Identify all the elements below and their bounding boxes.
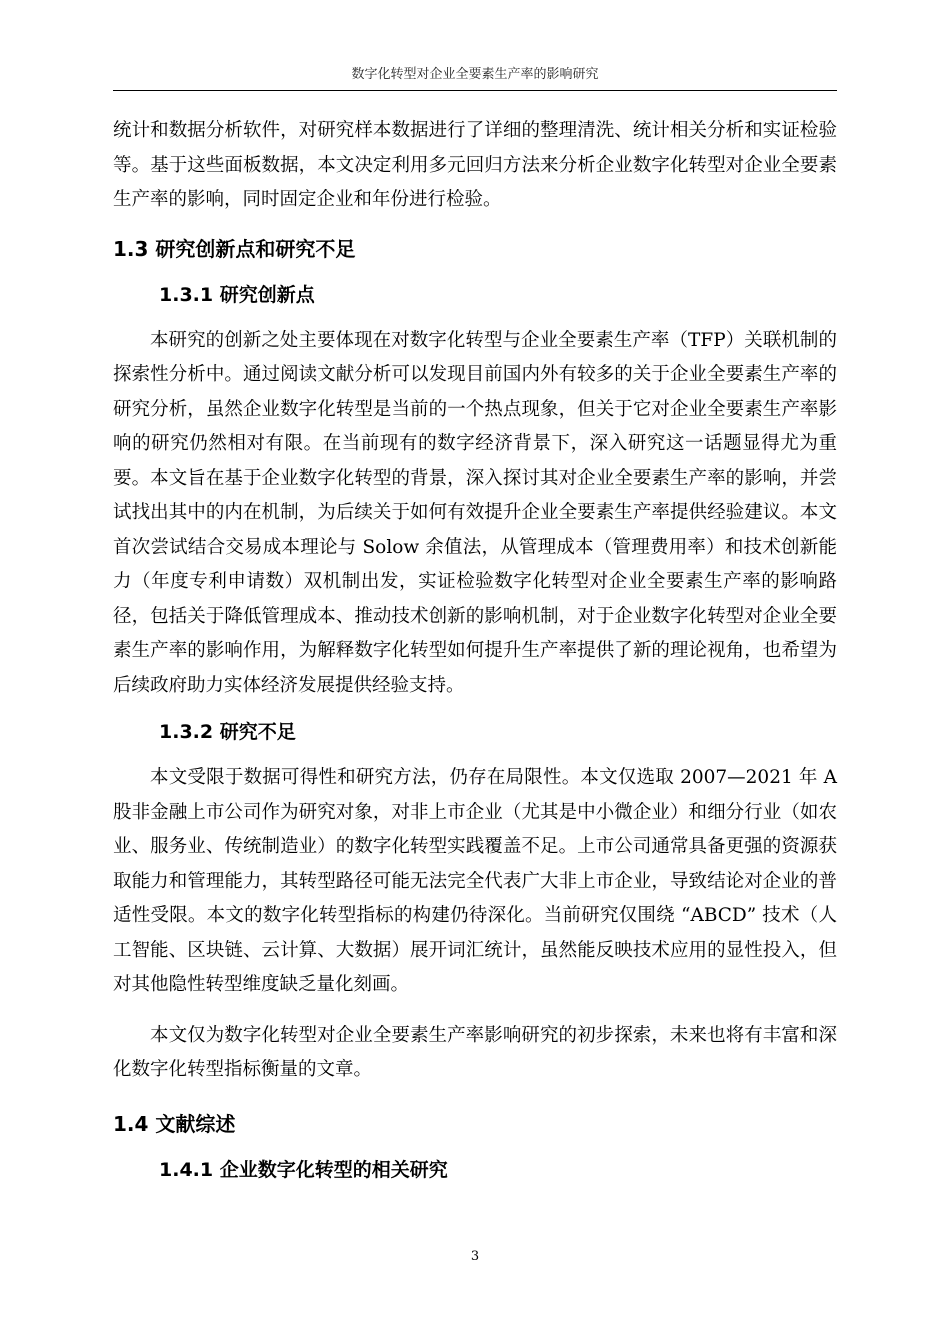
paragraph-limitation-1: 本文受限于数据可得性和研究方法，仍存在局限性。本文仅选取 2007—2021 年 A 股非金融上市公司作为研究对象，对非上市企业（尤其是中小微企业）和细分行业（如农业、服务业、传统制造业）的数字化转型实践覆盖不足。上市公司通常具备更强的资源获取能力和管理能力，其转型路径可能无法完全代表广大非上市企业，导致结论对企业的普适性受限。本文的数字化转型指标的构建仍待深化。当前研究仅围绕 “ABCD” 技术（人工智能、区块链、云计算、大数据）展开词汇统计，虽然能反映技术应用的显性投入，但对其他隐性转型维度缺乏量化刻画。 <box>113 767 837 995</box>
heading-subsection-1-3-2: 1.3.2 研究不足 <box>159 721 296 743</box>
heading-section-1-3: 1.3 研究创新点和研究不足 <box>113 236 356 261</box>
paragraph-limitation-2: 本文仅为数字化转型对企业全要素生产率影响研究的初步探索，未来也将有丰富和深化数字化转型指标衡量的文章。 <box>113 1024 837 1080</box>
running-header: 数字化转型对企业全要素生产率的影响研究 <box>351 67 599 82</box>
heading-section-1-4: 1.4 文献综述 <box>113 1111 236 1136</box>
page-number: 3 <box>470 1249 480 1264</box>
page-content <box>113 114 837 1183</box>
paragraph-intro-continued: 统计和数据分析软件，对研究样本数据进行了详细的整理清洗、统计相关分析和实证检验等。基于这些面板数据，本文决定利用多元回归方法来分析企业数字化转型对企业全要素生产率的影响，同时固定企业和年份进行检验。 <box>113 120 837 210</box>
heading-subsection-1-4-1: 1.4.1 企业数字化转型的相关研究 <box>159 1158 448 1181</box>
paragraph-innovation: 本研究的创新之处主要体现在对数字化转型与企业全要素生产率（TFP）关联机制的探索性分析中。通过阅读文献分析可以发现目前国内外有较多的关于企业全要素生产率的研究分析，虽然企业数字化转型是当前的一个热点现象，但关于它对企业全要素生产率影响的研究仍然相对有限。在当前现有的数字经济背景下，深入研究这一话题显得尤为重要。本文旨在基于企业数字化转型的背景，深入探讨其对企业全要素生产率的影响，并尝试找出其中的内在机制，为后续关于如何有效提升企业全要素生产率提供经验建议。本文首次尝试结合交易成本理论与 Solow 余值法，从管理成本（管理费用率）和技术创新能力（年度专利申请数）双机制出发，实证检验数字化转型对企业全要素生产率的影响路径，包括关于降低管理成本、推动技术创新的影响机制，对于企业数字化转型对企业全要素生产率的影响作用，为解释数字化转型如何提升生产率提供了新的理论视角，也希望为后续政府助力实体经济发展提供经验支持。 <box>113 329 837 696</box>
header-rule <box>113 90 837 91</box>
heading-subsection-1-3-1: 1.3.1 研究创新点 <box>159 283 315 306</box>
